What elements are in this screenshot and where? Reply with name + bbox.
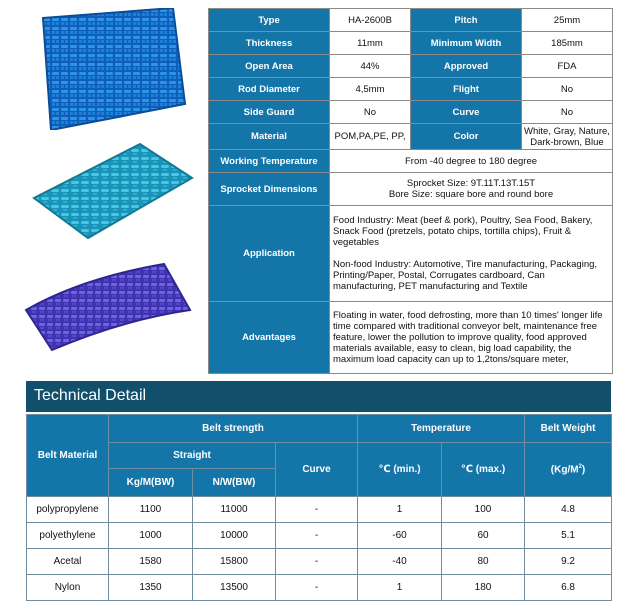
blue-belt-photo <box>33 8 188 130</box>
spec-value: 11mm <box>330 32 411 55</box>
application-row <box>209 206 613 302</box>
weight-cell: 9.2 <box>525 549 612 575</box>
kgm-cell: 1100 <box>109 497 193 523</box>
application-food: Food Industry: Meat (beef & pork), Poultry, Sea Food, Bakery, Snack Food (pretzels, potato chips, tortilla chips), Fruit & vegetables <box>333 215 593 248</box>
technical-detail-table <box>26 414 612 601</box>
spec-label: Approved <box>411 55 522 78</box>
table-row <box>27 549 612 575</box>
spec-value: No <box>330 101 411 124</box>
material-cell: polypropylene <box>27 497 109 523</box>
curve-cell: - <box>276 523 358 549</box>
spec-label: Open Area <box>209 55 330 78</box>
cyan-belt-photo <box>30 140 195 240</box>
spec-value: 4,5mm <box>330 78 411 101</box>
working-temperature-value: From -40 degree to 180 degree <box>330 150 613 173</box>
bore-size: Bore Size: square bore and round bore <box>388 189 554 200</box>
purple-belt-photo <box>22 258 194 353</box>
application-nonfood: Non-food Industry: Automotive, Tire manufacturing, Packaging, Printing/Paper, Postal, Corrugates cardboard, Can manufacturing, PET manufacturing and Textile <box>333 259 598 292</box>
application-value <box>330 206 613 302</box>
tmax-cell: 80 <box>442 549 525 575</box>
curve-header: Curve <box>276 443 358 497</box>
tmin-cell: -60 <box>358 523 442 549</box>
spec-table <box>208 8 613 374</box>
kgm-cell: 1350 <box>109 575 193 601</box>
kgm-cell: 1000 <box>109 523 193 549</box>
curve-cell: - <box>276 575 358 601</box>
temperature-header: Temperature <box>358 415 525 443</box>
header-row <box>27 415 612 443</box>
weight-cell: 5.1 <box>525 523 612 549</box>
material-cell: Acetal <box>27 549 109 575</box>
spec-value: 44% <box>330 55 411 78</box>
nw-cell: 10000 <box>193 523 276 549</box>
advantages-row <box>209 302 613 374</box>
temp-min-header: ℃ (min.) <box>358 443 442 497</box>
belt-weight-header: Belt Weight <box>525 415 612 443</box>
spec-value: POM,PA,PE, PP, <box>330 124 411 150</box>
sprocket-value <box>330 173 613 206</box>
sprocket-size: Sprocket Size: 9T.11T.13T.15T <box>406 178 536 189</box>
curve-cell: - <box>276 549 358 575</box>
advantages-label: Advantages <box>209 302 330 374</box>
spec-label: Curve <box>411 101 522 124</box>
table-row <box>27 523 612 549</box>
spec-label: Pitch <box>411 9 522 32</box>
table-row <box>27 575 612 601</box>
spec-label: Flight <box>411 78 522 101</box>
spec-row <box>209 124 613 150</box>
spec-row <box>209 78 613 101</box>
product-photos <box>0 0 205 378</box>
working-temperature-label: Working Temperature <box>209 150 330 173</box>
spec-value: FDA <box>522 55 613 78</box>
spec-value: White, Gray, Nature, Dark-brown, Blue <box>522 124 613 150</box>
tmin-cell: -40 <box>358 549 442 575</box>
spec-label: Thickness <box>209 32 330 55</box>
nw-cell: 15800 <box>193 549 276 575</box>
straight-header: Straight <box>109 443 276 469</box>
technical-detail-title: Technical Detail <box>34 387 147 404</box>
spec-label: Color <box>411 124 522 150</box>
tmin-cell: 1 <box>358 497 442 523</box>
sprocket-row <box>209 173 613 206</box>
spec-value: No <box>522 101 613 124</box>
tmax-cell: 180 <box>442 575 525 601</box>
spec-value: HA-2600B <box>330 9 411 32</box>
spec-row <box>209 9 613 32</box>
weight-cell: 4.8 <box>525 497 612 523</box>
spec-row <box>209 101 613 124</box>
n-w-header: N/W(BW) <box>193 469 276 497</box>
nw-cell: 13500 <box>193 575 276 601</box>
spec-label: Rod Diameter <box>209 78 330 101</box>
working-temperature-row <box>209 150 613 173</box>
material-cell: Nylon <box>27 575 109 601</box>
nw-cell: 11000 <box>193 497 276 523</box>
belt-material-header: Belt Material <box>27 415 109 497</box>
spec-label: Side Guard <box>209 101 330 124</box>
spec-label: Type <box>209 9 330 32</box>
spec-row <box>209 32 613 55</box>
material-cell: polyethylene <box>27 523 109 549</box>
header-row <box>27 443 612 469</box>
sprocket-label: Sprocket Dimensions <box>209 173 330 206</box>
spec-value: 25mm <box>522 9 613 32</box>
spec-value: 185mm <box>522 32 613 55</box>
weight-unit-header: $(Kg/M^2)$ <box>525 443 612 497</box>
curve-cell: - <box>276 497 358 523</box>
table-row <box>27 497 612 523</box>
weight-cell: 6.8 <box>525 575 612 601</box>
spec-value: No <box>522 78 613 101</box>
temp-max-header: ℃ (max.) <box>442 443 525 497</box>
belt-strength-header: Belt strength <box>109 415 358 443</box>
kg-m-header: Kg/M(BW) <box>109 469 193 497</box>
spec-row <box>209 55 613 78</box>
technical-detail-banner <box>26 381 611 412</box>
kgm-cell: 1580 <box>109 549 193 575</box>
spec-label: Material <box>209 124 330 150</box>
application-label: Application <box>209 206 330 302</box>
tmax-cell: 60 <box>442 523 525 549</box>
tmax-cell: 100 <box>442 497 525 523</box>
tmin-cell: 1 <box>358 575 442 601</box>
spec-label: Minimum Width <box>411 32 522 55</box>
advantages-value: Floating in water, food defrosting, more than 10 times' longer life time compared with traditional conveyor belt, maintenance free feature, lower the pollution to improve quality, food approved materials available, easy to clean, big load capability, the maximum load capacity can up to 1,2tons/square meter, <box>330 302 613 374</box>
